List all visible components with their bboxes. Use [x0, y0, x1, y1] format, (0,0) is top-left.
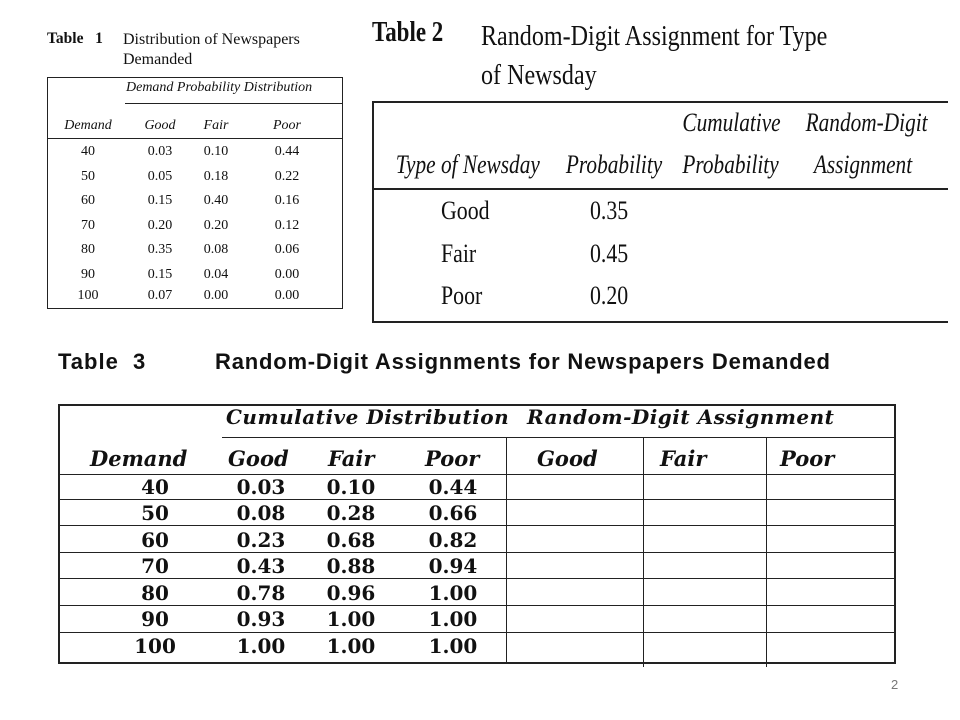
- table1-cell: 0.20: [203, 217, 229, 233]
- table3-col-rule: [766, 437, 767, 667]
- table1-col-good: Good: [144, 118, 176, 133]
- table3-cell: 80: [141, 580, 169, 605]
- table3-cell: 0.88: [326, 554, 376, 578]
- table1-cell: 0.06: [274, 242, 300, 257]
- table1-cell: 60: [81, 193, 95, 208]
- table2-col-type: Type of Newsday: [395, 150, 540, 179]
- table3-cell: 1.00: [428, 607, 478, 631]
- table3-col-rule: [643, 437, 644, 667]
- table1-cell: 0.15: [147, 266, 173, 282]
- table3-title: Random-Digit Assignments for Newspapers Demanded: [215, 349, 831, 374]
- table1-cell: 0.18: [203, 168, 229, 184]
- table3-group-rule: [222, 437, 896, 438]
- table1-cell: 0.40: [203, 193, 229, 208]
- table1-cell: 0.20: [147, 217, 173, 233]
- table3-cell: 1.00: [326, 634, 376, 658]
- table2-col-random-top: Random-Digit: [805, 108, 928, 137]
- table2-prob-cell: 0.35: [590, 196, 629, 225]
- table3-cell: 0.03: [236, 475, 286, 499]
- table3-cell: 0.82: [428, 527, 478, 552]
- table1-cell: 0.12: [274, 217, 300, 233]
- table3-cell: 0.68: [326, 527, 376, 552]
- table2-title: Random-Digit Assignment for Type of Newsday: [481, 21, 828, 91]
- table1-cell: 0.35: [147, 242, 173, 257]
- table1-group-rule: [125, 103, 343, 104]
- table1-col-poor: Poor: [273, 118, 301, 133]
- table1-cell: 0.16: [274, 193, 300, 208]
- table3-cell: 70: [141, 554, 169, 578]
- table3-col-cum-good: Good: [228, 446, 289, 471]
- table3-cell: 0.93: [236, 607, 286, 631]
- table1-col-demand: Demand: [64, 118, 112, 133]
- table1-cell: 0.05: [147, 168, 173, 184]
- table3-cell: 1.00: [428, 580, 478, 605]
- table3-cell: 1.00: [428, 634, 478, 658]
- table1-cell: 90: [81, 266, 95, 282]
- table3-cell: 0.23: [236, 527, 286, 552]
- table1-cell: 0.08: [203, 242, 229, 257]
- table1-cell: 0.00: [274, 266, 300, 282]
- table1-header-rule: [47, 138, 343, 139]
- table2-col-probability: Probability: [565, 150, 663, 179]
- table3-cell: 60: [141, 527, 169, 552]
- table3-cell: 0.66: [428, 501, 478, 525]
- table3-group-cumulative: Cumulative Distribution: [226, 405, 510, 429]
- table2-header-rule: [372, 188, 948, 190]
- table1-cell: 0.10: [203, 144, 229, 159]
- table1-cell: 0.22: [274, 168, 300, 184]
- table3-cell: 40: [141, 475, 169, 499]
- table1-cell: 50: [81, 168, 95, 184]
- table3-cell: 1.00: [236, 634, 286, 658]
- table3-cell: 50: [141, 501, 169, 525]
- table1-col-fair: Fair: [203, 118, 229, 133]
- table2-number: Table 2: [372, 17, 444, 48]
- table3-col-rand-good: Good: [537, 446, 598, 471]
- table3-cell: 100: [134, 634, 176, 658]
- table3-cell: 0.08: [236, 501, 286, 525]
- table1-cell: 0.00: [203, 288, 229, 303]
- table1-cell: 0.44: [274, 144, 300, 159]
- table3-cell: 0.10: [326, 475, 376, 499]
- table2-col-cumulative-bottom: Probability: [682, 150, 779, 179]
- table3-col-demand: Demand: [90, 446, 188, 471]
- table1-cell: 100: [77, 288, 99, 303]
- table1-cell: 40: [81, 144, 95, 159]
- table3-col-rand-fair: Fair: [660, 446, 707, 471]
- table3-cell: 0.43: [236, 554, 286, 578]
- table1-title: Distribution of Newspapers Demanded: [123, 31, 300, 68]
- table3-cell: 90: [141, 607, 169, 631]
- table3-col-cum-fair: Fair: [328, 446, 375, 471]
- table2-col-cumulative-top: Cumulative: [682, 108, 781, 137]
- table2-type-cell: Good: [441, 196, 490, 225]
- table3-cell: 0.78: [236, 580, 286, 605]
- table3-col-rand-poor: Poor: [780, 446, 835, 471]
- table1-cell: 0.15: [147, 193, 173, 208]
- table3-cell: 0.28: [326, 501, 376, 525]
- table1-group-header: Demand Probability Distribution: [126, 80, 313, 95]
- table2-type-cell: Poor: [441, 281, 483, 310]
- table3-number: Table 3: [58, 349, 147, 374]
- table1-cell: 0.07: [147, 288, 173, 303]
- table1-cell: 0.04: [203, 266, 229, 282]
- table2-prob-cell: 0.45: [590, 239, 629, 268]
- table3-cell: 0.44: [428, 475, 478, 499]
- table3-col-cum-poor: Poor: [425, 446, 480, 471]
- table1-cell: 80: [81, 242, 95, 257]
- table2-col-random-bottom: Assignment: [813, 150, 913, 179]
- table3-cell: 0.96: [326, 580, 376, 605]
- table1-cell: 0.03: [147, 144, 173, 159]
- table1-cell: 70: [81, 217, 95, 233]
- table1-cell: 0.00: [274, 288, 300, 303]
- page-number: 2: [891, 677, 899, 692]
- table2-type-cell: Fair: [441, 239, 477, 268]
- table2-prob-cell: 0.20: [590, 281, 629, 310]
- table3-cell: 0.94: [428, 554, 478, 578]
- table3-group-random: Random-Digit Assignment: [527, 405, 835, 429]
- table3-cell: 1.00: [326, 607, 376, 631]
- table1-number: Table 1: [47, 30, 103, 47]
